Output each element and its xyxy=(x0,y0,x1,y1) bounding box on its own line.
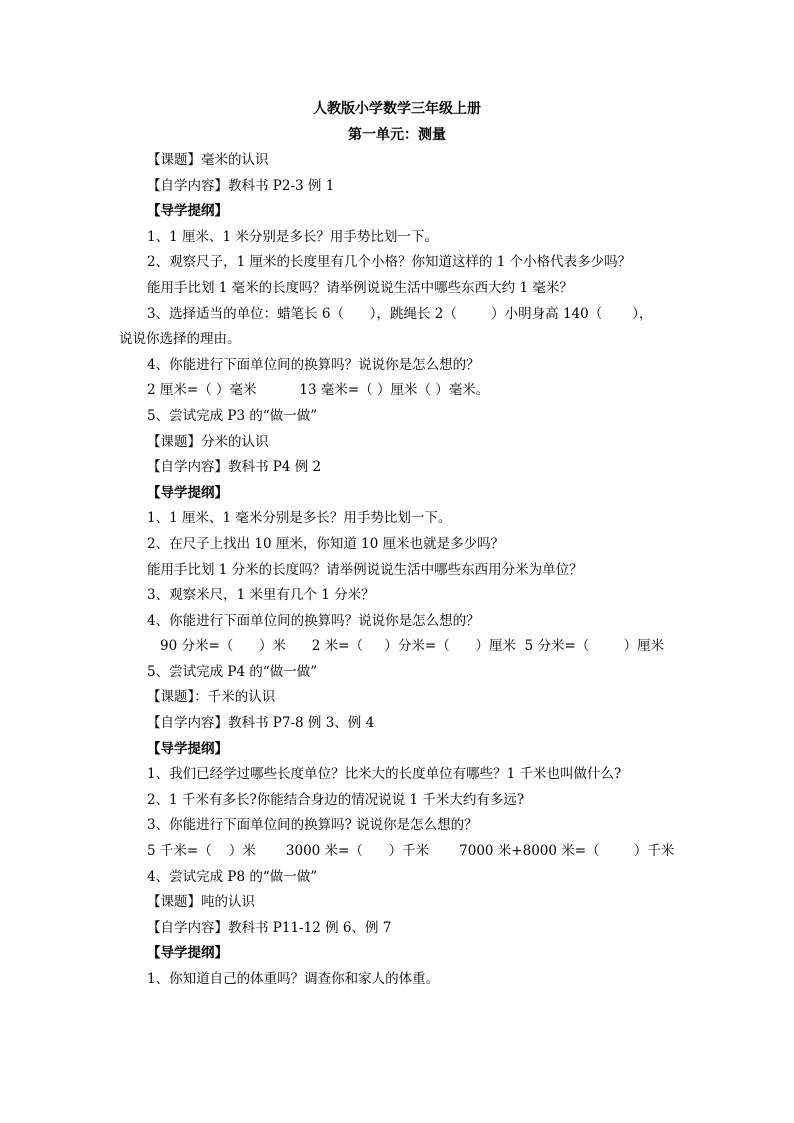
text-line: 说说你选择的理由。 xyxy=(119,331,241,348)
document-title: 人教版小学数学三年级上册 xyxy=(313,101,481,117)
text-line: 【自学内容】教科书 P11-12 例 6、例 7 xyxy=(147,919,392,936)
text-line: 1、你知道自己的体重吗？调查你和家人的体重。 xyxy=(147,971,440,987)
text-line: 2、在尺子上找出 10 厘米，你知道 10 厘米也就是多少吗？ xyxy=(147,535,505,552)
text-line: 能用手比划 1 分米的长度吗？请举例说说生活中哪些东西用分米为单位？ xyxy=(147,561,583,578)
unit-title: 第一单元：测量 xyxy=(348,127,446,143)
text-line: 4、你能进行下面单位间的换算吗？说说你是怎么想的？ xyxy=(147,356,480,373)
text-line: 90 分米=（ ）米 2 米=（ ）分米=（ ）厘米 5 分米=（ ）厘米 xyxy=(160,638,665,655)
text-line: 5、尝试完成 P3 的“做一做” xyxy=(147,407,318,424)
text-line: 【导学提纲】 xyxy=(147,484,228,501)
text-line: 4、你能进行下面单位间的换算吗？说说你是怎么想的？ xyxy=(147,612,480,629)
text-line: 2、1 千米有多长?你能结合身边的情况说说 1 千米大约有多远? xyxy=(147,791,525,808)
text-line: 【自学内容】教科书 P7-8 例 3、例 4 xyxy=(147,715,375,732)
text-line: 4、尝试完成 P8 的“做一做” xyxy=(147,868,318,885)
text-line: 【课题】吨的认识 xyxy=(147,894,255,911)
text-line: 1、1 厘米、1 米分别是多长？用手势比划一下。 xyxy=(147,228,438,245)
text-line: 【导学提纲】 xyxy=(147,945,228,962)
text-line: 【课题】：千米的认识 xyxy=(147,689,276,706)
text-line: 【课题】分米的认识 xyxy=(147,433,269,450)
text-line: 5 千米=（ ）米 3000 米=（ ）千米 7000 米+8000 米=（ ）千米 xyxy=(147,843,675,860)
document-body xyxy=(0,148,794,993)
text-line: 【导学提纲】 xyxy=(147,203,228,220)
text-line: 【课题】毫米的认识 xyxy=(147,152,269,168)
text-line: 【自学内容】教科书 P4 例 2 xyxy=(147,459,322,476)
text-line: 3、你能进行下面单位间的换算吗? 说说你是怎么想的？ xyxy=(147,817,478,834)
text-line: 3、观察米尺，1 米里有几个 1 分米？ xyxy=(147,587,375,604)
text-line: 能用手比划 1 毫米的长度吗？请举例说说生活中哪些东西大约 1 毫米？ xyxy=(147,279,573,296)
text-line: 5、尝试完成 P4 的“做一做” xyxy=(147,663,318,680)
text-line: 【导学提纲】 xyxy=(147,740,228,757)
text-line: 1、1 厘米、1 毫米分别是多长？用手势比划一下。 xyxy=(147,510,452,527)
text-line: 2 厘米=（ ）毫米 13 毫米=（ ）厘米（ ）毫米。 xyxy=(147,382,490,399)
text-line: 2、观察尺子，1 厘米的长度里有几个小格？你知道这样的 1 个小格代表多少吗？ xyxy=(147,254,632,271)
text-line: 3、选择适当的单位：蜡笔长 6（ ），跳绳长 2（ ）小明身高 140（ ）， xyxy=(147,305,653,322)
text-line: 1、我们已经学过哪些长度单位？比米大的长度单位有哪些？1 千米也叫做什么? xyxy=(147,766,622,783)
text-line: 【自学内容】教科书 P2-3 例 1 xyxy=(147,177,335,194)
